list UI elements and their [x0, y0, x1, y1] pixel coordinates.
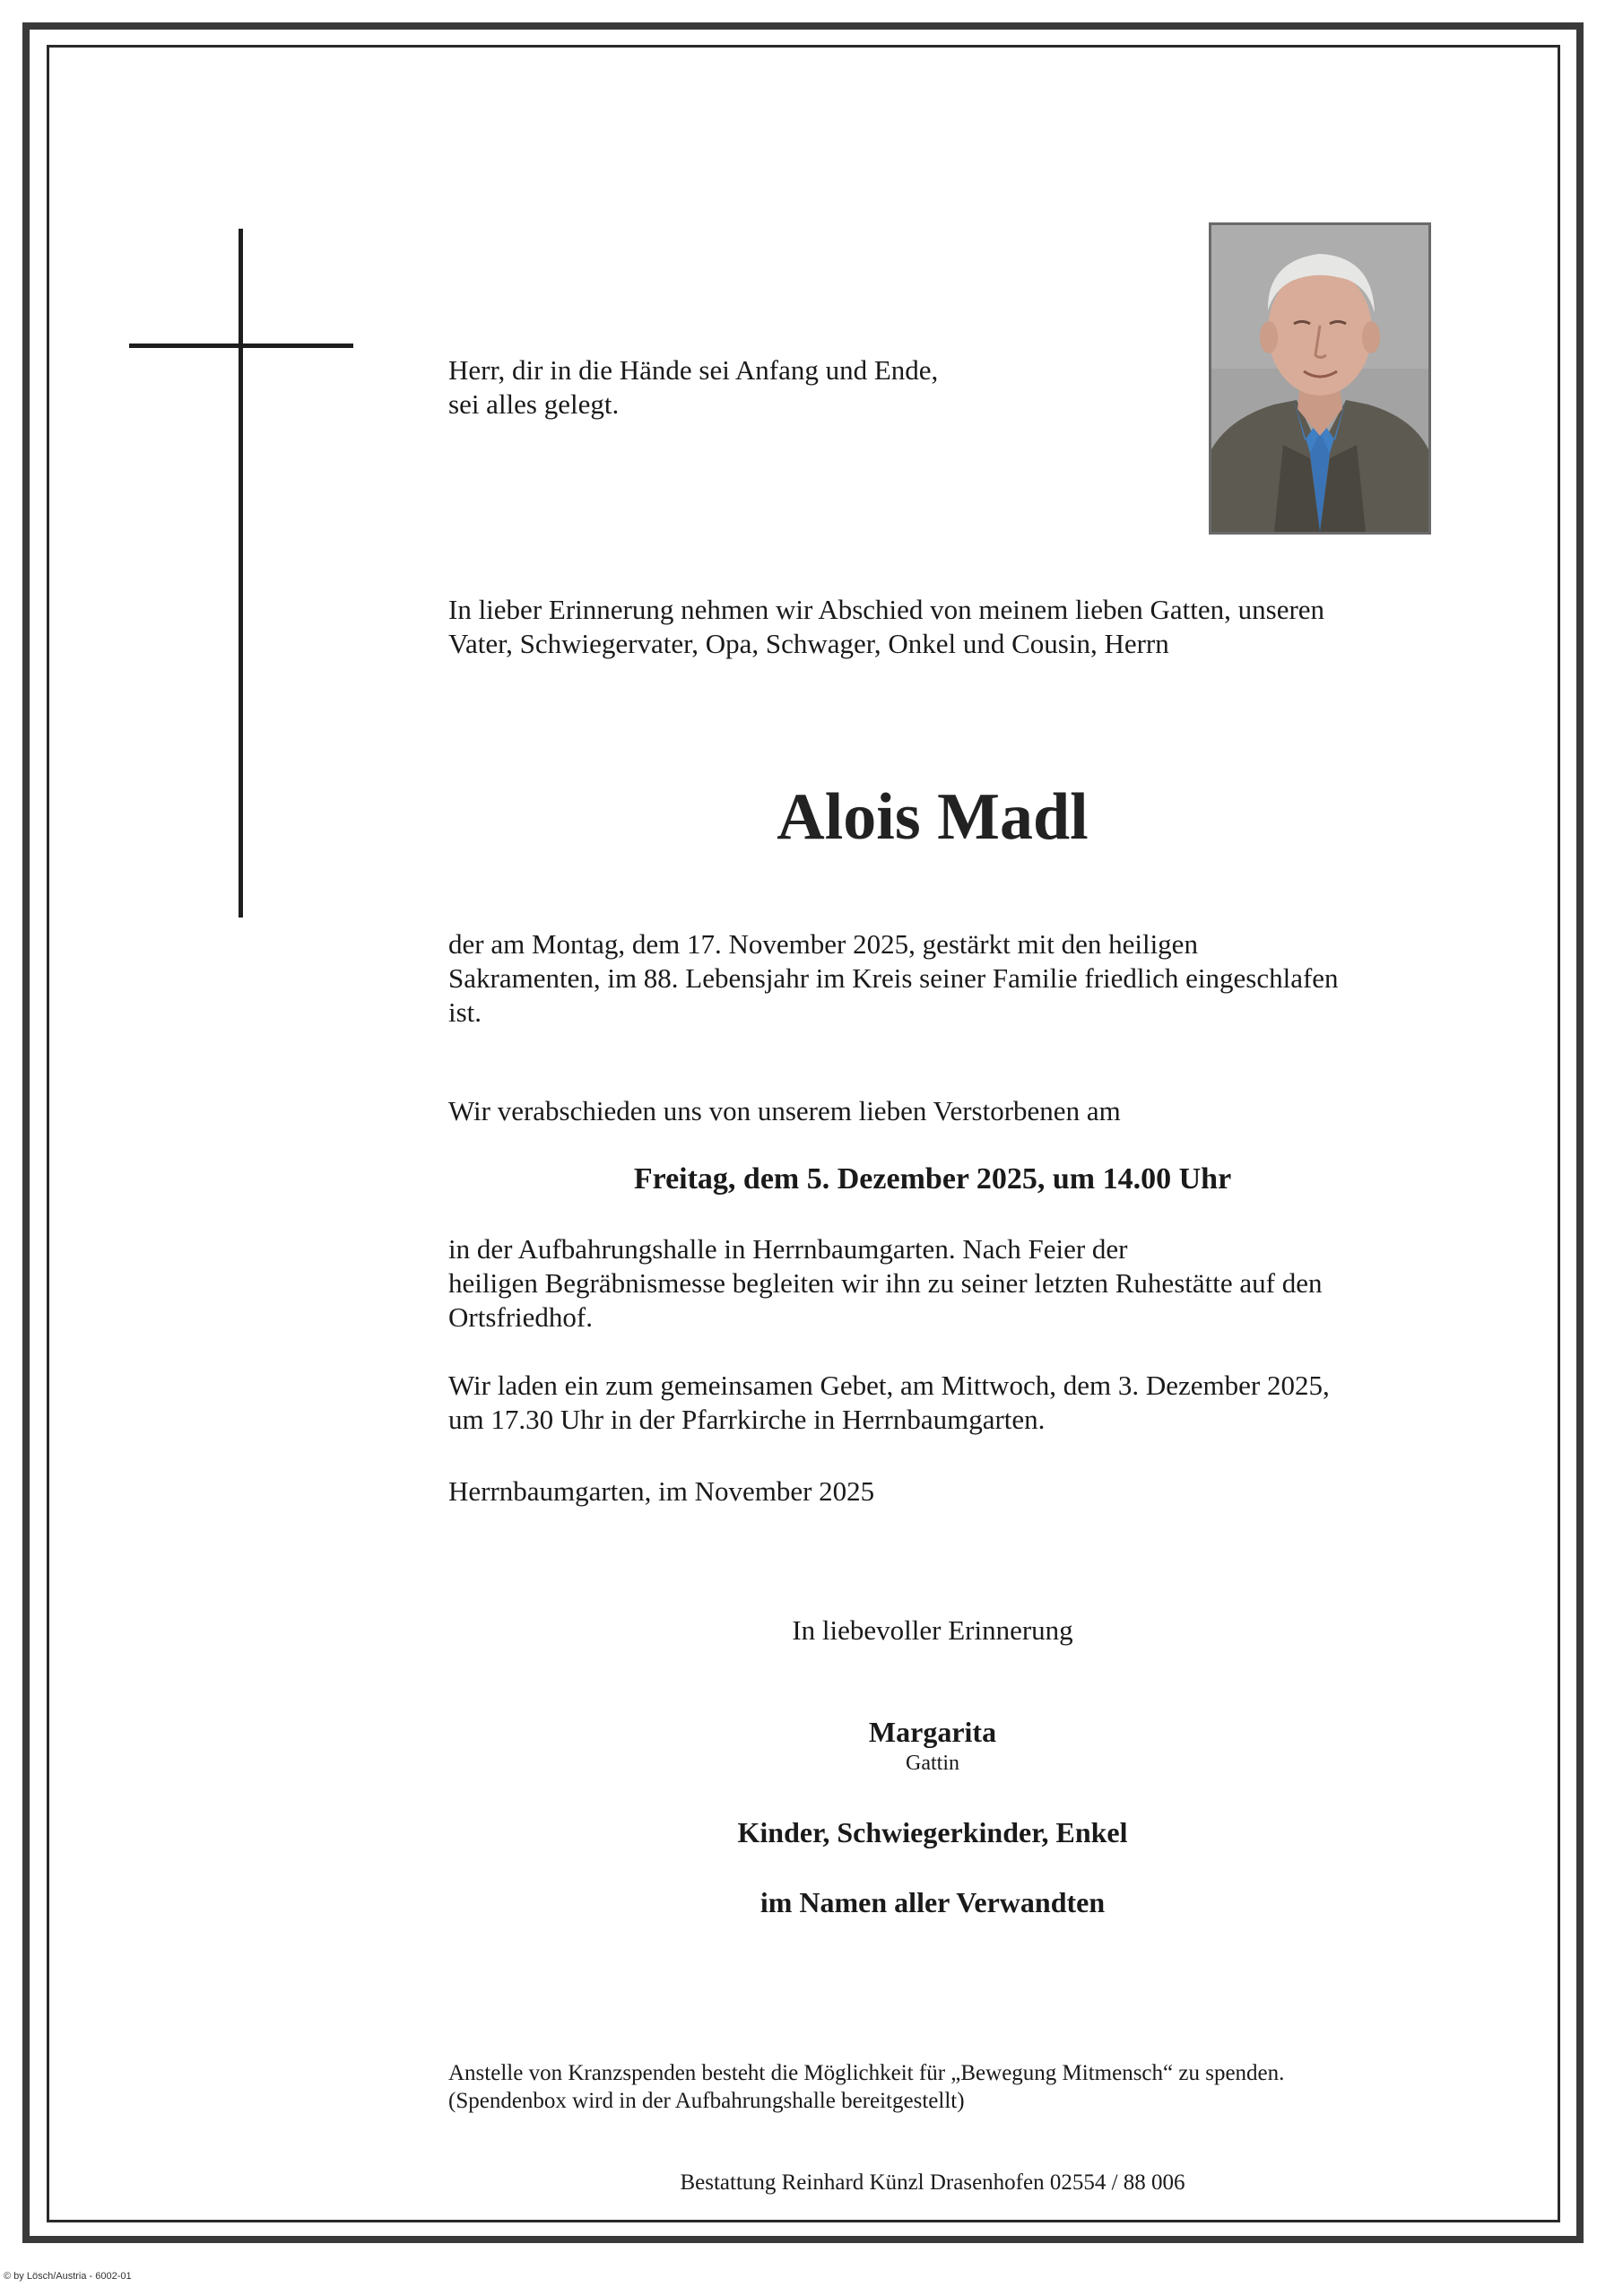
farewell-text: Wir verabschieden uns von unserem lieben Verstorbenen am — [448, 1095, 1121, 1126]
death-line-2: Sakramenten, im 88. Lebensjahr im Kreis seiner Familie friedlich eingeschlafen — [448, 962, 1339, 994]
undertaker-info: Bestattung Reinhard Künzl Drasenhofen 02554 / 88 006 — [680, 2170, 1185, 2195]
prayer-paragraph — [448, 1369, 1417, 1437]
donation-line-2: (Spendenbox wird in der Aufbahrungshalle bereitgestellt) — [448, 2089, 965, 2113]
signatory-relatives: im Namen aller Verwandten — [759, 1886, 1106, 1918]
ceremony-line-2: heiligen Begräbnismesse begleiten wir ihn zu seiner letzten Ruhestätte auf den — [448, 1267, 1323, 1299]
deceased-name: Alois Madl — [777, 780, 1089, 854]
death-line-1: der am Montag, dem 17. November 2025, gestärkt mit den heiligen — [448, 928, 1198, 960]
donation-note — [448, 2059, 1417, 2115]
signatory-family: Kinder, Schwiegerkinder, Enkel — [737, 1816, 1128, 1848]
ceremony-line-3: Ortsfriedhof. — [448, 1301, 593, 1333]
ceremony-line-1: in der Aufbahrungshalle in Herrnbaumgarten. Nach Feier der — [448, 1233, 1128, 1265]
portrait-photo — [1209, 222, 1431, 535]
closing-phrase: In liebevoller Erinnerung — [792, 1614, 1073, 1646]
death-notice — [448, 927, 1417, 1030]
portrait-illustration — [1211, 225, 1428, 532]
prayer-line-1: Wir laden ein zum gemeinsamen Gebet, am Mittwoch, dem 3. Dezember 2025, — [448, 1370, 1330, 1401]
death-line-3: ist. — [448, 996, 482, 1028]
verse-line-2: sei alles gelegt. — [448, 388, 620, 420]
ceremony-paragraph — [448, 1232, 1417, 1335]
funeral-date: Freitag, dem 5. Dezember 2025, um 14.00 Uhr — [633, 1162, 1232, 1196]
copyright-mark: © by Lösch/Austria - 6002-01 — [4, 2271, 132, 2282]
bible-verse — [448, 353, 1076, 422]
intro-paragraph — [448, 593, 1417, 661]
signatory-role: Gattin — [906, 1752, 959, 1775]
cross-horizontal-bar — [129, 344, 353, 348]
donation-line-1: Anstelle von Kranzspenden besteht die Möglichkeit für „Bewegung Mitmensch“ zu spenden. — [448, 2061, 1285, 2085]
prayer-line-2: um 17.30 Uhr in der Pfarrkirche in Herrnbaumgarten. — [448, 1404, 1046, 1435]
intro-line-2: Vater, Schwiegervater, Opa, Schwager, Onkel und Cousin, Herrn — [448, 628, 1169, 659]
place-date: Herrnbaumgarten, im November 2025 — [448, 1475, 875, 1507]
intro-line-1: In lieber Erinnerung nehmen wir Abschied von meinem lieben Gatten, unseren — [448, 594, 1325, 625]
signatory-name: Margarita — [868, 1716, 997, 1748]
cross-vertical-bar — [239, 229, 243, 918]
verse-line-1: Herr, dir in die Hände sei Anfang und Ende, — [448, 354, 939, 386]
